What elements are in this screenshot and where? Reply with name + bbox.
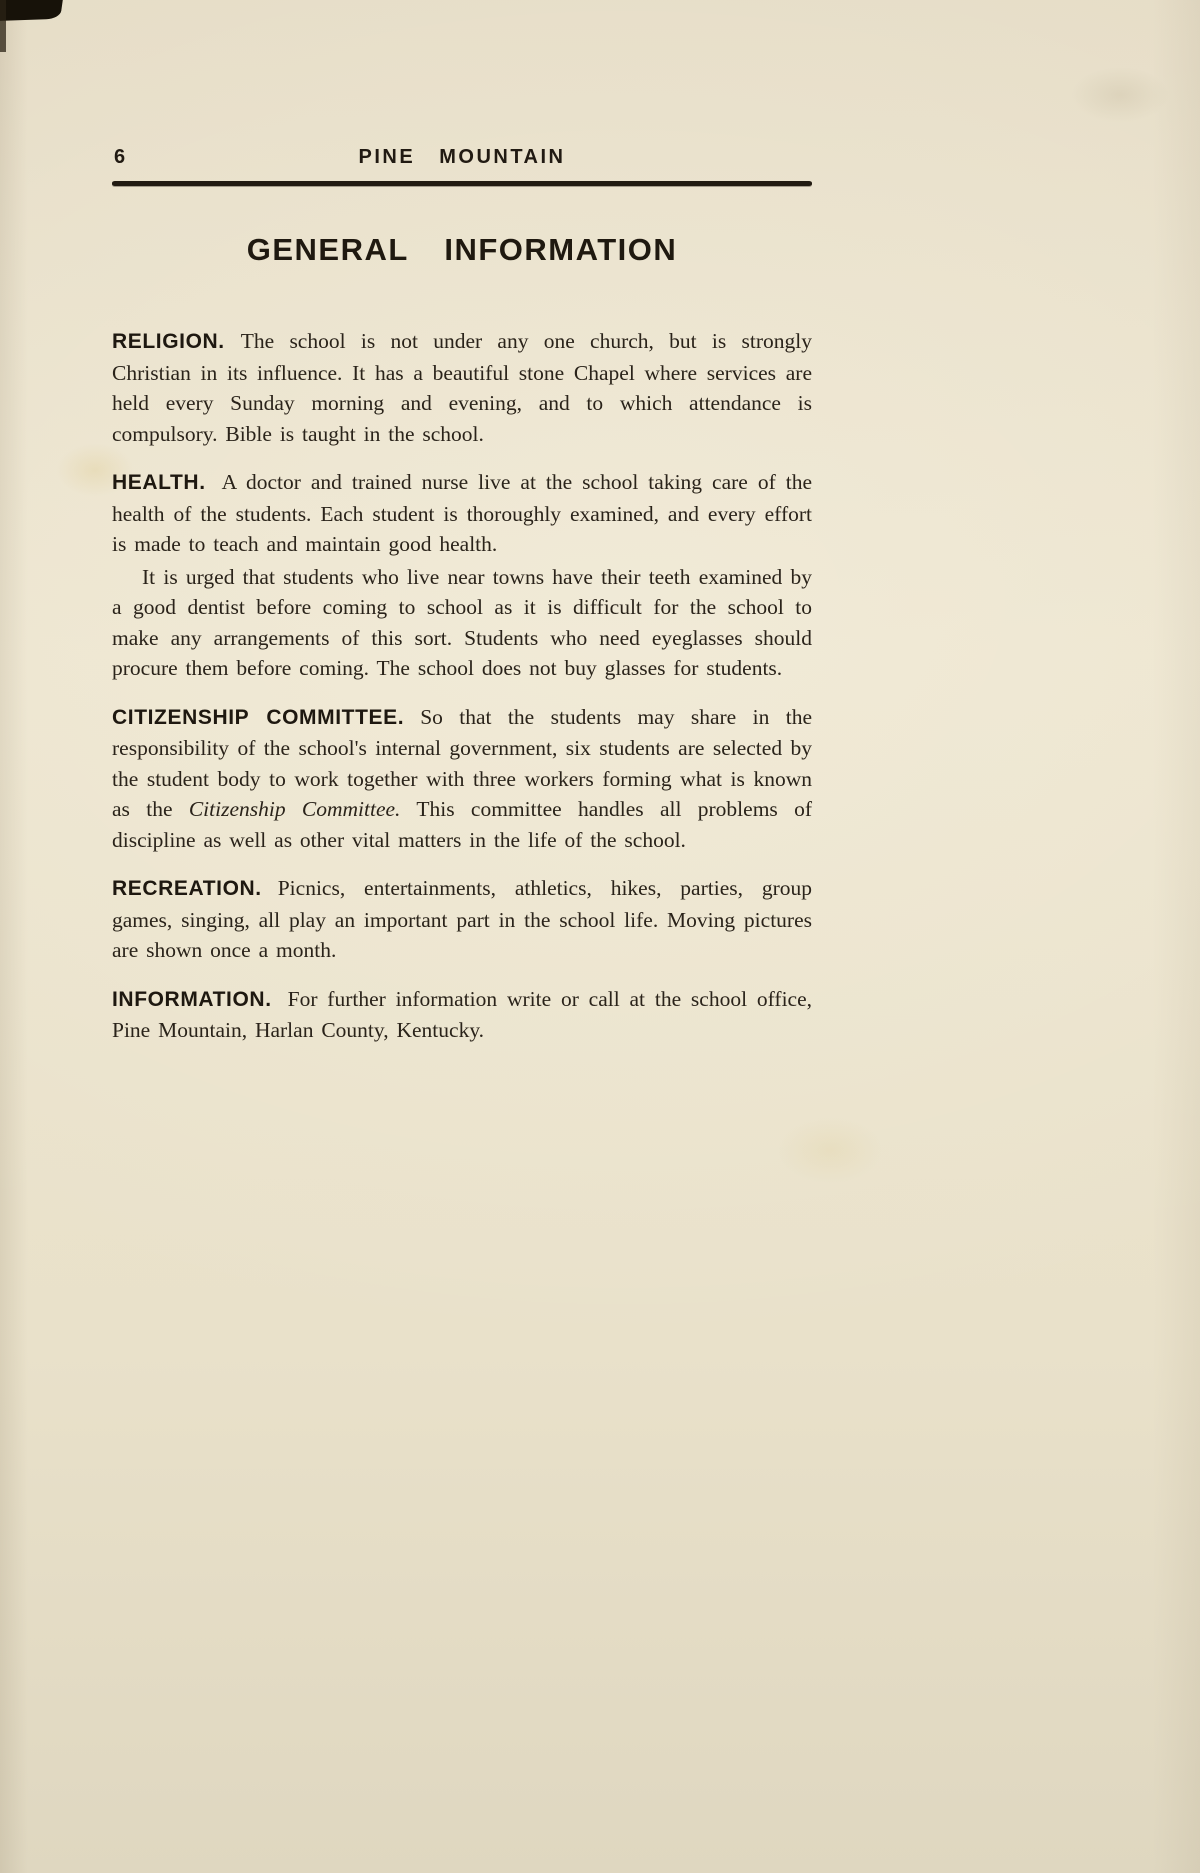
section-religion	[112, 326, 812, 449]
section-citizenship-text-before: So that the students may share in the responsibility of the school's internal government, six students are selected by the student body to work together with three workers forming what is known as the	[112, 704, 813, 821]
section-information-heading: INFORMATION.	[112, 987, 272, 1011]
scan-edge-artifact	[0, 0, 6, 52]
section-health-text: A doctor and trained nurse live at the school taking care of the health of the students. Each student is thoroughly examined, and every effort is made to teach and maintain good health.	[112, 470, 812, 556]
scan-corner-artifact	[0, 0, 64, 21]
section-health-heading: HEALTH.	[112, 471, 206, 494]
section-health	[112, 467, 812, 560]
section-information	[112, 984, 812, 1046]
section-information-text: For further information write or call at the school office, Pine Mountain, Harlan County, Kentucky.	[112, 986, 812, 1042]
section-religion-text: The school is not under any one church, but is strongly Christian in its influence. It has a beautiful stone Chapel where services are held every Sunday morning and evening, and to which attendance is compulsory. Bible is taught in the school.	[112, 329, 812, 446]
header-rule	[112, 181, 812, 186]
section-recreation-heading: RECREATION.	[112, 877, 262, 900]
section-citizenship-italic: Citizenship Committee.	[188, 797, 401, 821]
section-citizenship-committee	[112, 702, 812, 856]
page-title: GENERAL INFORMATION	[246, 232, 678, 267]
section-religion-heading: RELIGION.	[112, 330, 225, 353]
page-header	[112, 146, 812, 172]
section-recreation	[112, 873, 812, 966]
section-citizenship-heading: CITIZENSHIP COMMITTEE.	[112, 705, 405, 729]
running-header: PINE MOUNTAIN	[358, 146, 566, 168]
section-health-paragraph-2	[112, 562, 812, 684]
page-number: 6	[114, 146, 127, 168]
page-content	[112, 146, 812, 1064]
section-recreation-text: Picnics, entertainments, athletics, hikes, parties, group games, singing, all play an important part in the school life. Moving pictures are shown once a month.	[112, 876, 812, 962]
section-citizenship-text-after: This committee handles all problems of discipline as well as other vital matters in the life of the school.	[112, 797, 813, 852]
section-health-paragraph-2-text: It is urged that students who live near towns have their teeth examined by a good dentist before coming to school as it is difficult for the school to make any arrangements of this sort. Students who need eyeglasses should procure them before coming. The school does not buy glasses for students.	[112, 564, 812, 680]
